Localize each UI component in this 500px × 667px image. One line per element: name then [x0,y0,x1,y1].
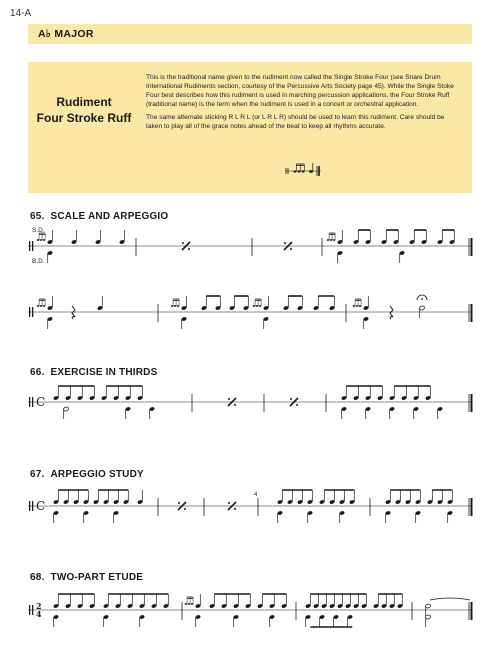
fermata-icon [421,298,423,300]
exercise-65-title [30,211,168,222]
repeat-measure-icon [182,242,184,244]
common-time-icon: C [36,499,46,513]
quarter-rest-icon [72,306,75,319]
time-signature-top: 2 [36,601,42,611]
time-signature-bottom: 4 [36,609,42,619]
final-barline [471,394,473,412]
rudiment-title [28,94,140,126]
staff-65-line-1 [26,226,474,266]
rudiment-description [146,74,462,135]
percussion-clef-icon [29,307,30,317]
repeat-measure-icon [184,508,186,510]
exercise-name: TWO-PART ETUDE [50,572,144,583]
rudiment-title-line1: Rudiment [56,95,112,109]
rudiment-paragraph-2: The same alternate sticking R L R L (or L R L R) should be used to learn this rudiment. Care should be taken to play all of the grace notes ahead of the beat to keep all rhythms accurate. [146,113,445,130]
exercise-number: 68. [30,572,45,583]
exercise-name: EXERCISE IN THIRDS [50,367,158,378]
repeat-measure-icon [178,502,180,504]
quarter-rest-icon [390,306,393,319]
staff-67 [26,486,474,526]
repeat-measure-icon [234,508,236,510]
exercise-68-title [30,572,143,583]
percussion-clef-icon [29,397,30,407]
rudiment-title-line2: Four Stroke Ruff [36,111,132,125]
repeat-measure-icon [234,404,236,406]
key-banner [28,24,472,44]
repeat-measure-icon [296,404,298,406]
repeat-measure-icon [228,502,230,504]
repeat-measure-icon [228,398,230,400]
percussion-clef-icon [32,397,33,407]
staff-68 [26,590,474,630]
percussion-clef-icon [32,501,33,511]
measure-number: 4 [254,492,258,498]
exercise-name: ARPEGGIO STUDY [50,469,144,480]
tie-icon [430,598,470,600]
common-time-icon: C [36,395,46,409]
percussion-clef-icon [29,241,30,251]
percussion-clef-icon [32,307,33,317]
repeat-measure-icon [188,248,190,250]
percussion-clef-icon [29,501,30,511]
repeat-measure-icon [290,398,292,400]
percussion-clef-icon [32,241,33,251]
final-barline [471,498,473,516]
bass-drum-label: B.D. [32,258,45,265]
exercise-67-title [30,469,144,480]
final-barline [471,238,473,256]
final-barline [471,304,473,322]
four-stroke-ruff-notation-icon [283,160,323,182]
key-title: A♭ MAJOR [38,28,94,40]
final-barline [471,602,473,620]
rudiment-box [28,62,472,193]
exercise-number: 66. [30,367,45,378]
exercise-name: SCALE AND ARPEGGIO [50,211,169,222]
exercise-66-title [30,367,157,378]
percussion-clef-icon [29,605,30,615]
staff-65-line-2 [26,292,474,332]
percussion-clef-icon [32,605,33,615]
rudiment-paragraph-1: This is the traditional name given to the rudiment now called the Single Stroke Four (see Snare Drum International Rudiments section, courtesy of the Percussive Arts Society page 45). While the Single Stoke Four best describes how this rudiment is used in marching percussion applications, the Four Stroke Ruff (traditional name) is the term when the rudiment is used in a concert or orchestral application. [146,74,454,108]
repeat-measure-icon [290,248,292,250]
repeat-measure-icon [284,242,286,244]
exercise-number: 65. [30,211,45,222]
exercise-number: 67. [30,469,45,480]
page-number: 14-A [10,8,32,19]
snare-drum-label: S.D. [32,227,45,234]
staff-66 [26,382,474,422]
